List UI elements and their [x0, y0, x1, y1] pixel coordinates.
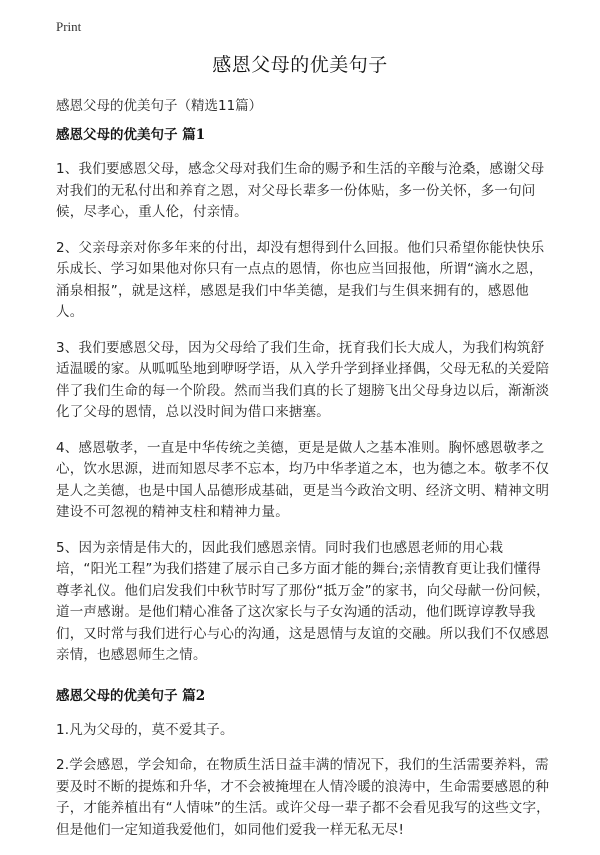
paragraph: 1.凡为父母的，莫不爱其子。 [56, 721, 234, 738]
paragraph: 1、我们要感恩父母，感念父母对我们生命的赐予和生活的辛酸与沧桑，感谢父母对我们的无私付出和养育之恩，对父母长辈多一份体贴，多一份关怀，多一句问候，尽孝心，重人伦，付亲情。 [56, 161, 545, 220]
document-body [56, 126, 551, 855]
section-1 [56, 126, 551, 667]
print-link[interactable]: Print [56, 19, 82, 34]
section-heading: 感恩父母的优美句子 篇1 [56, 127, 206, 143]
section-2 [56, 687, 551, 842]
paragraph: 5、因为亲情是伟大的，因此我们感恩亲情。同时我们也感恩老师的用心栽培，“阳光工程”为我们搭建了展示自己多方面才能的舞台;亲情教育更让我们懂得尊孝礼仪。他们启发我们中秋节时写了那份“抵万金”的家书，向父母献一份问候，道一声感谢。是他们精心准备了这次家长与子女沟通的活动，他们既谆谆教导我们，又时常与我们进行心与心的沟通，这是恩情与友谊的交融。所以我们不仅感恩亲情，也感恩师生之情。 [56, 539, 550, 663]
paragraph: 2、父亲母亲对你多年来的付出，却没有想得到什么回报。他们只希望你能快快乐乐成长、学习如果他对你只有一点点的恩情，你也应当回报他，所谓“滴水之恩，涌泉相报”，就是这样，感恩是我们中华美德，是我们与生俱来拥有的，感恩他人。 [56, 239, 545, 320]
section-heading: 感恩父母的优美句子 篇2 [56, 687, 206, 704]
paragraph: 3、我们要感恩父母，因为父母给了我们生命，抚育我们长大成人，为我们构筑舒适温暖的家。从呱呱坠地到咿呀学语，从入学升学到择业择偶，父母无私的关爱陪伴了我们生命的每一个阶段。然而当我们真的长了翅膀飞出父母身边以后，渐渐淡化了父母的恩情，总以没时间为借口来搪塞。 [56, 339, 550, 420]
paragraph: 4、感恩敬孝，一直是中华传统之美德，更是是做人之基本准则。胸怀感恩敬孝之心，饮水思源，进而知恩尽孝不忘本，均乃中华孝道之本，也为德之本。敬孝不仅是人之美德，也是中国人品德形成基础，更是当今政治文明、经济文明、精神文明建设不可忽视的精神支柱和精神力量。 [56, 439, 550, 520]
document-subtitle: 感恩父母的优美句子（精选11篇） [56, 98, 263, 114]
paragraph: 2.学会感恩，学会知命，在物质生活日益丰满的情况下，我们的生活需要养料，需要及时不断的提炼和升华，才不会被掩埋在人情冷暖的浪涛中，生命需要感恩的种子，才能养植出有“人情味”的生活。或许父母一辈子都不会看见我写的这些文字，但是他们一定知道我爱他们，如同他们爱我一样无私无尽! [56, 757, 550, 838]
page-title: 感恩父母的优美句子 [212, 54, 388, 76]
